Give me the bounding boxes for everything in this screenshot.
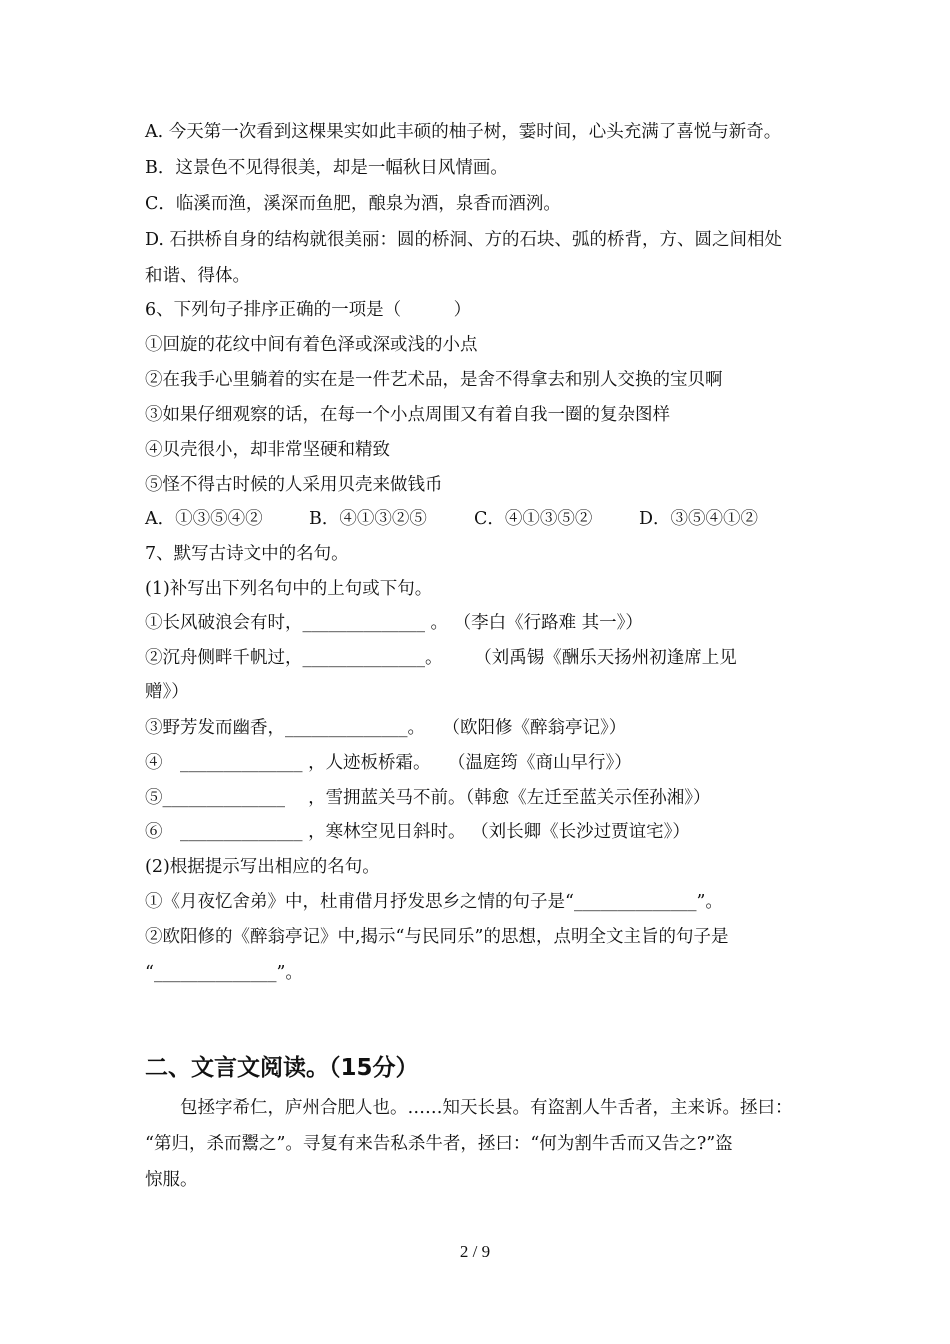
- option-a-text: A. 今天第一次看到这棵果实如此丰硕的柚子树，霎时间，心头充满了喜悦与新奇。: [145, 122, 782, 142]
- option-c-text: C．临溪而渔，溪深而鱼肥，酿泉为酒，泉香而酒洌。: [145, 194, 561, 214]
- q7-line-1-text: ①长风破浪会有时，______________ 。 （李白《行路难 其一》）: [145, 613, 643, 633]
- option-d-text-2: 和谐、得体。: [145, 266, 250, 286]
- q7-line-2-text-2: 赠》）: [145, 682, 189, 702]
- q7-prompt-2-text: ②欧阳修的《醉翁亭记》中,揭示“与民同乐”的思想，点明全文主旨的句子是: [145, 927, 729, 947]
- q7-line-6-text: ⑥ ______________ ，寒林空见日斜时。 （刘长卿《长沙过贾谊宅》）: [145, 822, 690, 842]
- question-7-text: 7、默写古诗文中的名句。: [145, 544, 349, 564]
- q7-line-3-text: ③野芳发而幽香，______________。 （欧阳修《醉翁亭记》）: [145, 718, 627, 738]
- q7-line-2: [145, 646, 737, 670]
- q7-prompt-2: [145, 925, 728, 949]
- q6-sentence-3-text: ③如果仔细观察的话，在每一个小点周围又有着自我一圈的复杂图样: [145, 405, 670, 425]
- q6-sentence-5: [145, 473, 443, 497]
- q7-line-5: [145, 786, 711, 810]
- passage-paragraph-line-2: [145, 1132, 733, 1156]
- option-d-continued: [145, 264, 250, 288]
- option-b-text: B．这景色不见得很美，却是一幅秋日风情画。: [145, 158, 508, 178]
- q6-choice-a: A．①③⑤④②: [145, 509, 263, 529]
- option-a: [145, 120, 781, 144]
- q7-prompt-1: [145, 890, 723, 914]
- q7-line-4: [145, 751, 632, 775]
- q6-sentence-3: [145, 403, 670, 427]
- q6-sentence-5-text: ⑤怪不得古时候的人采用贝壳来做钱币: [145, 475, 443, 495]
- q6-choice-d: D．③⑤④①②: [639, 509, 759, 529]
- passage-text-3: 惊服。: [145, 1170, 198, 1190]
- q7-line-6: [145, 820, 690, 844]
- q7-line-5-text: ⑤______________ ，雪拥蓝关马不前。（韩愈《左迁至蓝关示侄孙湘》）: [145, 788, 711, 808]
- q6-sentence-4-text: ④贝壳很小，却非常坚硬和精致: [145, 440, 390, 460]
- question-6-text: 6、下列句子排序正确的一项是（ ）: [145, 300, 472, 320]
- q7-prompt-2-text-2: “______________”。: [145, 963, 303, 983]
- q6-choice-c: C．④①③⑤②: [474, 509, 593, 529]
- passage-paragraph-line-3: [145, 1168, 198, 1192]
- q7-part-1: [145, 577, 432, 601]
- q7-part-2: [145, 855, 380, 879]
- page-number: 2 / 9: [459, 1242, 491, 1261]
- q6-sentence-2-text: ②在我手心里躺着的实在是一件艺术品，是舍不得拿去和别人交换的宝贝啊: [145, 370, 723, 390]
- option-b: [145, 156, 508, 180]
- question-6-stem: [145, 298, 471, 322]
- q6-sentence-1-text: ①回旋的花纹中间有着色泽或深或浅的小点: [145, 335, 478, 355]
- question-7-stem: [145, 542, 349, 566]
- option-d-text: D. 石拱桥自身的结构就很美丽：圆的桥洞、方的石块、弧的桥背，方、圆之间相处: [145, 230, 783, 250]
- option-d: [145, 228, 782, 252]
- q7-prompt-1-text: ①《月夜忆舍弟》中，杜甫借月抒发思乡之情的句子是“______________”。: [145, 892, 723, 912]
- q6-sentence-2: [145, 368, 723, 392]
- q7-line-2-continued: [145, 680, 189, 704]
- q7-part-1-text: (1)补写出下列名句中的上句或下句。: [145, 579, 433, 599]
- q7-line-3: [145, 716, 626, 740]
- q6-sentence-1: [145, 333, 478, 357]
- q7-line-2-text: ②沉舟侧畔千帆过，______________。 （刘禹锡《酬乐天扬州初逢席上见: [145, 648, 737, 668]
- q7-line-1: [145, 611, 643, 635]
- q7-part-2-text: (2)根据提示写出相应的名句。: [145, 857, 380, 877]
- q7-line-4-text: ④ ______________ ，人迹板桥霜。 （温庭筠《商山早行》）: [145, 753, 632, 773]
- passage-text-2: “第归，杀而鬻之”。寻复有来告私杀牛者，拯曰：“何为割牛舌而又告之?”盗: [145, 1134, 733, 1154]
- option-c: [145, 192, 561, 216]
- q6-choice-b: B．④①③②⑤: [309, 509, 427, 529]
- passage-paragraph-line-1: [180, 1096, 793, 1120]
- q6-sentence-4: [145, 438, 390, 462]
- section-title: 二、文言文阅读。（15分）: [145, 1055, 419, 1081]
- passage-text-1: 包拯字希仁，庐州合肥人也。……知天长县。有盗割人牛舌者，主来诉。拯曰：: [180, 1098, 793, 1118]
- q7-prompt-2-continued: [145, 961, 303, 985]
